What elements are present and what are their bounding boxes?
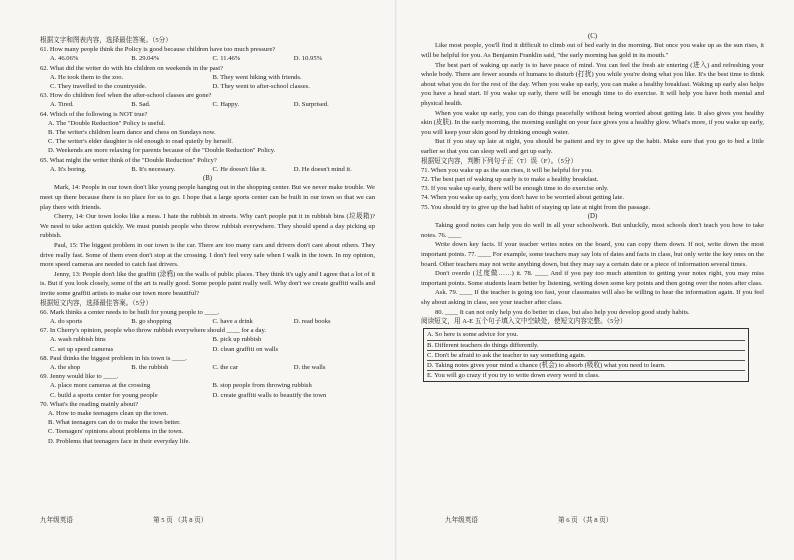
section-d-heading: (D) bbox=[587, 212, 598, 220]
statement-74: 74. When you wake up early, you don't have to be worried about getting late. bbox=[421, 194, 624, 202]
option-b: B. pick up rubbish bbox=[212, 336, 262, 344]
question-67-options-row2 bbox=[40, 345, 375, 354]
statement-72: 72. The best part of waking up early is to make a healthy breakfast. bbox=[421, 175, 599, 183]
section-c-heading: (C) bbox=[587, 33, 598, 40]
passage-c-paragraph: The best part of waking up early is to have peace of mind. You can feel the fresh air entering (进入) and refreshing your whole body. There are fewer sounds of humans to disturb (打扰) you while you're doing what you like. It's the best time to think about what you do for the rest of the day. When you wake up early, you can make a healthy breakfast. Waking up early also helps you have a head start. If you wake up early, there will be enough time to do exercise. It will help you have both mental and physical health. bbox=[421, 61, 764, 107]
passage-b-jenny: Jenny, 13: People don't like the graffiti (涂鸦) on the walls of public places. They think it's ugly and I agree that a lot of it is. But if you look closely, some of the art is really good. Some people paint really well. Why don't we create graffiti walls and invite some graffiti artists to make our town more beautiful? bbox=[40, 270, 375, 297]
passage-b-paul: Paul, 15: The biggest problem in our town is the car. There are too many cars and drivers don't care about others. They drive really fast. Some of them even don't stop at the crossing. I don't feel very safe when I walk in the town. In my opinion, more speed cameras are needed to catch fast drivers. bbox=[40, 242, 375, 269]
passage-d-paragraph: Write down key facts. If your teacher writes notes on the board, you can copy them down. If not, write down the most important points. 77. ____ For example, some teachers may say lots of dates and facts in class, but only write the key ones on the board. Other teachers may not write anything down, but they may say a certain date or a piece of information several times. bbox=[421, 241, 764, 268]
option-a: A. the shop bbox=[50, 364, 81, 371]
page-footer bbox=[40, 514, 380, 524]
question-62-stem: 62. What did the writer do with his children on weekends in the past? bbox=[40, 64, 223, 72]
option-b: B. go shopping bbox=[131, 317, 172, 325]
question-63-stem: 63. How do children feel when the after-school classes are gone? bbox=[40, 92, 212, 100]
passage-d-paragraph: Ask. 79. ____ If the teacher is going too fast, your classmates will also be willing to hear the information again. If you feel shy about asking in class, see your teacher after class. bbox=[421, 289, 764, 306]
question-67-stem: 67. In Cherry's opinion, people who throw rubbish everywhere should ____ for a day. bbox=[40, 327, 266, 335]
option-b: B. It's necessary. bbox=[131, 165, 176, 173]
passage-d-paragraph: 80. ____ It can not only help you do better in class, but also help you develop good study habits. bbox=[435, 308, 690, 316]
option-d: D. create graffiti walls to beautify the town bbox=[212, 391, 327, 399]
question-69-options-row2 bbox=[40, 391, 375, 400]
option-d: D. 10.95% bbox=[293, 55, 323, 63]
option-b: B. What teenagers can do to make the town better. bbox=[48, 419, 181, 427]
question-68-stem: 68. Paul thinks the biggest problem in his town is ____. bbox=[40, 354, 187, 362]
choice-c: C. Don't be afraid to ask the teacher to say something again. bbox=[427, 351, 745, 361]
question-66-options bbox=[40, 317, 375, 326]
option-d: D. Weekends are more relaxing for parents because of the "Double Reduction" Policy. bbox=[48, 147, 276, 155]
passage-b-mark: Mark, 14: People in our town don't like young people hanging out in the shopping center. But we never make trouble. We meet up there because there is no place for us to go. I hope that a large sports center can be built in our town so that we can play there with friends. bbox=[40, 184, 375, 211]
option-c: C. The writer's elder daughter is old enough to read quietly by herself. bbox=[48, 138, 233, 146]
question-64-stem: 64. Which of the following is NOT true? bbox=[40, 110, 148, 118]
question-67-options-row1 bbox=[40, 335, 375, 344]
question-70-stem: 70. What's the reading mainly about? bbox=[40, 400, 139, 408]
choice-a: A. So here is some advice for you. bbox=[427, 330, 745, 340]
option-a: A. The "Double Reduction" Policy is useful. bbox=[48, 119, 166, 127]
footer-page-number: 第 5 页 （共 8 页） bbox=[152, 517, 208, 524]
passage-c-paragraph: When you wake up early, you can do things peacefully without being worried about getting late. It also gives you healthy skin (皮肤). In the early morning, the morning sunlight on your face gives you a healthy glow. What's more, if you wake up early, you will keep your skin good by drinking enough water. bbox=[421, 109, 764, 136]
option-a: A. He took them to the zoo. bbox=[50, 73, 124, 81]
question-68-options bbox=[40, 363, 375, 372]
question-69-stem: 69. Jenny would like to ____. bbox=[40, 373, 119, 381]
question-61-stem: 61. How many people think the Policy is good because children have too much pressure? bbox=[40, 46, 276, 54]
option-c: C. Happy. bbox=[212, 101, 239, 109]
choice-d: D. Taking notes gives your mind a chance (机会) to absorb (吸收) what you need to learn. bbox=[427, 361, 745, 371]
statement-75: 75. You should try to give up the bad habit of staying up late at night from the passage. bbox=[421, 203, 651, 211]
choice-b: B. Different teachers do things differently. bbox=[427, 341, 745, 351]
option-a: A. 46.06% bbox=[50, 55, 79, 63]
option-c: C. have a drink bbox=[212, 317, 253, 325]
reading-c-instruction: 根据短文内容，判断下列句子正（T）误（F）。（5分） bbox=[421, 157, 578, 165]
option-c: C. set up speed cameras bbox=[50, 345, 114, 353]
option-c: C. build a sports center for young people bbox=[50, 391, 158, 399]
question-61-options bbox=[40, 54, 375, 63]
reading-b-instruction: 根据短文内容，选择最佳答案。（5分） bbox=[40, 299, 153, 307]
question-62-options-row1 bbox=[40, 73, 375, 82]
question-62-options-row2 bbox=[40, 82, 375, 91]
option-a: A. It's boring. bbox=[50, 165, 87, 173]
option-a: A. place more cameras at the crossing bbox=[50, 382, 151, 390]
option-b: B. 29.04% bbox=[131, 55, 160, 63]
passage-c-paragraph: But if you stay up late at night, you should be patient and try to give up the habit. Make sure that you go to bed a little earlier so that you can sleep well and get up early. bbox=[421, 138, 764, 155]
question-63-options bbox=[40, 100, 375, 109]
choice-e: E. You will go crazy if you try to write down every word in class. bbox=[427, 372, 600, 380]
passage-d-paragraph: Don't overdo (过度做……) it. 78. ____ And if you pay too much attention to getting your notes right, you may miss important points. Some students learn better by listening, writing down some key points and then going over the notes after class. bbox=[421, 270, 764, 287]
option-a: A. do sports bbox=[50, 317, 83, 325]
section-b-heading: (B) bbox=[202, 175, 213, 183]
question-65-options bbox=[40, 165, 375, 174]
option-a: A. wash rubbish bins bbox=[50, 336, 106, 344]
footer-subject: 九年级英语 bbox=[40, 517, 73, 524]
option-b: B. Sad. bbox=[131, 101, 151, 109]
option-d: D. the walls bbox=[293, 364, 326, 371]
reading-a-instruction: 根据文字和图表内容，选择最佳答案。（5分） bbox=[40, 37, 172, 44]
option-c: C. They travelled to the countryside. bbox=[50, 83, 147, 91]
option-b: B. stop people from throwing rubbish bbox=[212, 382, 312, 390]
option-d: D. Problems that teenagers face in their everyday life. bbox=[48, 437, 191, 445]
footer-subject: 九年级英语 bbox=[445, 517, 478, 524]
option-c: C. He doesn't like it. bbox=[212, 165, 267, 173]
passage-c-paragraph: Like most people, you'll find it difficult to climb out of bed early in the morning. But once you wake up as the sun rises, it will be helpful for you. As Benjamin Franklin said, "the early morning has gold in its mouth." bbox=[421, 42, 764, 59]
option-d: D. clean graffiti on walls bbox=[212, 345, 279, 353]
reading-d-instruction: 阅读短文，用 A-E 五个句子填入文中空缺处，使短文内容完整。（5分） bbox=[421, 318, 627, 326]
option-b: B. the rubbish bbox=[131, 364, 169, 371]
option-a: A. How to make teenagers clean up the town. bbox=[48, 410, 169, 418]
option-d: D. He doesn't mind it. bbox=[293, 165, 352, 173]
page-footer bbox=[445, 514, 765, 524]
question-69-options-row1 bbox=[40, 381, 375, 390]
option-d: D. Surprised. bbox=[293, 101, 329, 109]
option-a: A. Tired. bbox=[50, 101, 74, 109]
statement-73: 73. If you wake up early, there will be enough time to do exercise only. bbox=[421, 185, 609, 193]
question-66-stem: 66. Mark thinks a center needs to be built for young people to ____. bbox=[40, 308, 220, 316]
sentence-choices-box bbox=[423, 328, 749, 382]
question-65-stem: 65. What might the writer think of the "Double Reduction" Policy? bbox=[40, 156, 217, 164]
right-page bbox=[397, 0, 794, 560]
option-b: B. They went hiking with friends. bbox=[212, 73, 302, 81]
passage-d-paragraph: Taking good notes can help you do well in all your schoolwork. But unluckily, most schools don't teach you how to take notes. 76. ____ bbox=[421, 222, 764, 239]
option-c: C. the car bbox=[212, 364, 238, 371]
option-d: D. They went to after-school classes. bbox=[212, 83, 310, 91]
option-d: D. read books bbox=[293, 317, 331, 325]
passage-b-cherry: Cherry, 14: Our town looks like a mess. I hate the rubbish in streets. Why can't people put it in rubbish bins (垃圾箱)? We need to take action quickly. We must punish people who throw rubbish everywhere. They should spend a day picking up rubbish. bbox=[40, 213, 375, 240]
option-b: B. The writer's children learn dance and chess on Sundays now. bbox=[48, 129, 216, 137]
option-c: C. 11.46% bbox=[212, 55, 241, 63]
statement-71: 71. When you wake up as the sun rises, it will be helpful for you. bbox=[421, 166, 593, 174]
footer-page-number: 第 6 页 （共 8 页） bbox=[557, 517, 613, 524]
option-c: C. Teenagers' opinions about problems in the town. bbox=[48, 428, 184, 436]
